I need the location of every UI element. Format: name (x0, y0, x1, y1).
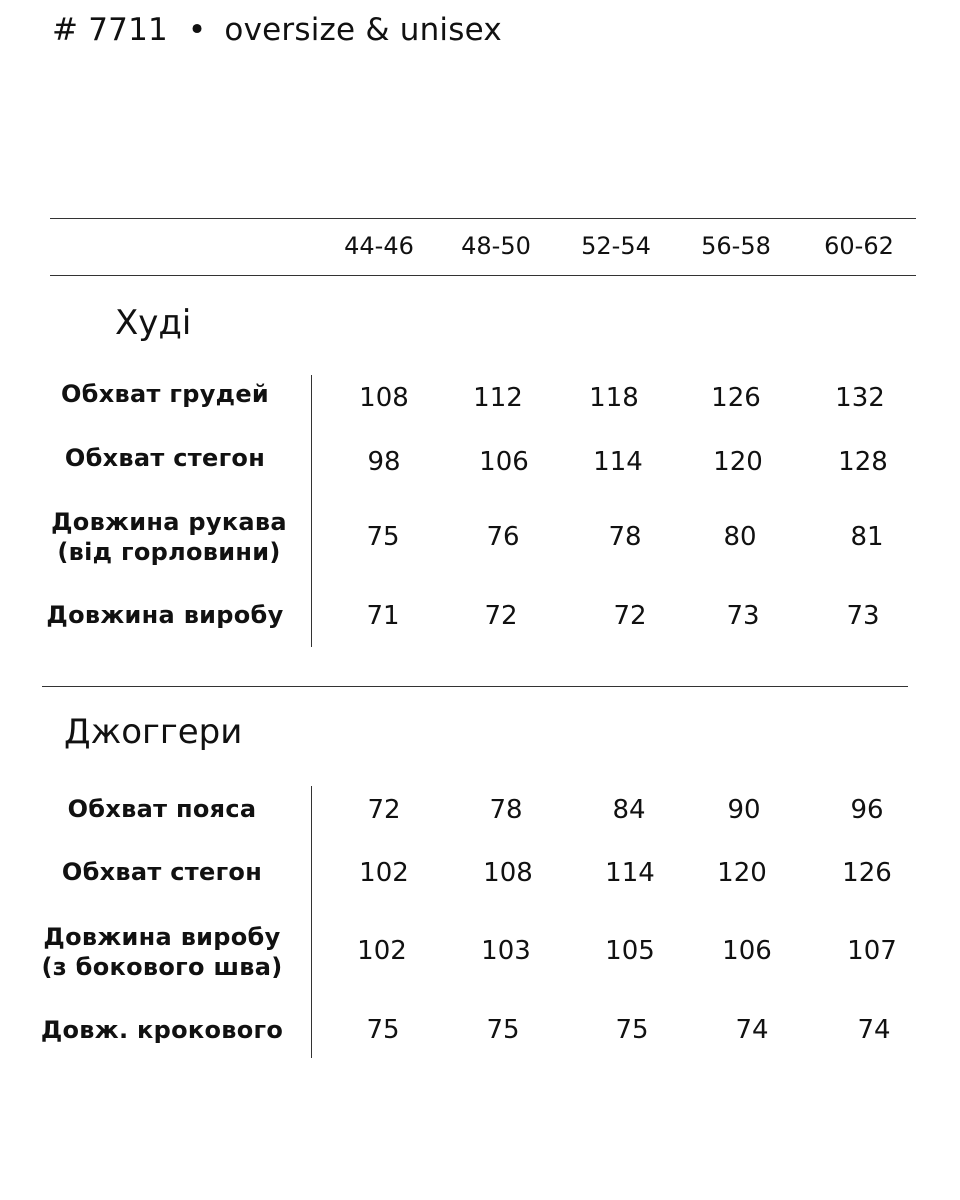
joggers-row-3-value-1: 102 (357, 936, 407, 966)
joggers-row-4-value-2: 75 (486, 1015, 520, 1045)
hoodie-row-1-value-5: 132 (835, 383, 885, 413)
hoodie-row-4-value-3: 72 (613, 601, 647, 631)
title-tagline: oversize & unisex (224, 12, 502, 48)
hoodie-row-1-value-2: 112 (473, 383, 523, 413)
hoodie-row-4-value-1: 71 (366, 601, 400, 631)
hoodie-row-2-value-2: 106 (479, 447, 529, 477)
title-separator: • (187, 12, 207, 48)
size-header-top-rule (50, 218, 916, 219)
hoodie-row-2-value-4: 120 (713, 447, 763, 477)
size-header-4: 56-58 (701, 232, 771, 260)
size-header-1: 44-46 (344, 232, 414, 260)
hoodie-row-3-value-5: 81 (850, 522, 884, 552)
joggers-row-2-value-1: 102 (359, 858, 409, 888)
hoodie-row-2-label: Обхват стегон (64, 444, 266, 472)
hoodie-row-4-value-4: 73 (726, 601, 760, 631)
hoodie-row-3-value-4: 80 (723, 522, 757, 552)
joggers-row-1-value-3: 84 (612, 795, 646, 825)
size-header-5: 60-62 (824, 232, 894, 260)
joggers-row-2-value-5: 126 (842, 858, 892, 888)
size-header-bottom-rule (50, 275, 916, 276)
hoodie-row-3-label: Довжина рукава (від горловини) (51, 508, 287, 566)
hoodie-row-3-value-3: 78 (608, 522, 642, 552)
joggers-section-title: Джоггери (64, 712, 243, 752)
size-header-3: 52-54 (581, 232, 651, 260)
joggers-row-3-value-3: 105 (605, 936, 655, 966)
joggers-row-1-label: Обхват пояса (67, 795, 257, 823)
joggers-row-4-label: Довж. крокового (40, 1016, 284, 1044)
hoodie-row-1-value-4: 126 (711, 383, 761, 413)
page-title (52, 10, 502, 50)
hoodie-row-3-value-2: 76 (486, 522, 520, 552)
article-number: # 7711 (52, 12, 168, 48)
joggers-row-2-value-3: 114 (605, 858, 655, 888)
joggers-row-4-value-1: 75 (366, 1015, 400, 1045)
hoodie-row-4-value-2: 72 (484, 601, 518, 631)
joggers-row-1-value-5: 96 (850, 795, 884, 825)
joggers-row-2-value-4: 120 (717, 858, 767, 888)
joggers-row-1-value-2: 78 (489, 795, 523, 825)
joggers-row-1-value-1: 72 (367, 795, 401, 825)
hoodie-row-2-value-5: 128 (838, 447, 888, 477)
joggers-row-3-value-5: 107 (847, 936, 897, 966)
joggers-row-2-value-2: 108 (483, 858, 533, 888)
hoodie-section-title: Худі (115, 303, 192, 343)
hoodie-row-4-value-5: 73 (846, 601, 880, 631)
hoodie-row-3-value-1: 75 (366, 522, 400, 552)
hoodie-row-1-label: Обхват грудей (60, 380, 270, 408)
joggers-row-4-value-5: 74 (857, 1015, 891, 1045)
section-separator-rule (42, 686, 908, 687)
joggers-row-3-value-2: 103 (481, 936, 531, 966)
joggers-row-3-label: Довжина виробу (з бокового шва) (41, 923, 283, 981)
hoodie-row-4-label: Довжина виробу (46, 601, 284, 629)
hoodie-row-2-value-3: 114 (593, 447, 643, 477)
hoodie-row-1-value-3: 118 (589, 383, 639, 413)
joggers-row-4-value-4: 74 (735, 1015, 769, 1045)
joggers-row-2-label: Обхват стегон (61, 858, 263, 886)
joggers-row-1-value-4: 90 (727, 795, 761, 825)
hoodie-row-2-value-1: 98 (367, 447, 401, 477)
hoodie-row-1-value-1: 108 (359, 383, 409, 413)
joggers-row-4-value-3: 75 (615, 1015, 649, 1045)
size-header-2: 48-50 (461, 232, 531, 260)
joggers-row-3-value-4: 106 (722, 936, 772, 966)
